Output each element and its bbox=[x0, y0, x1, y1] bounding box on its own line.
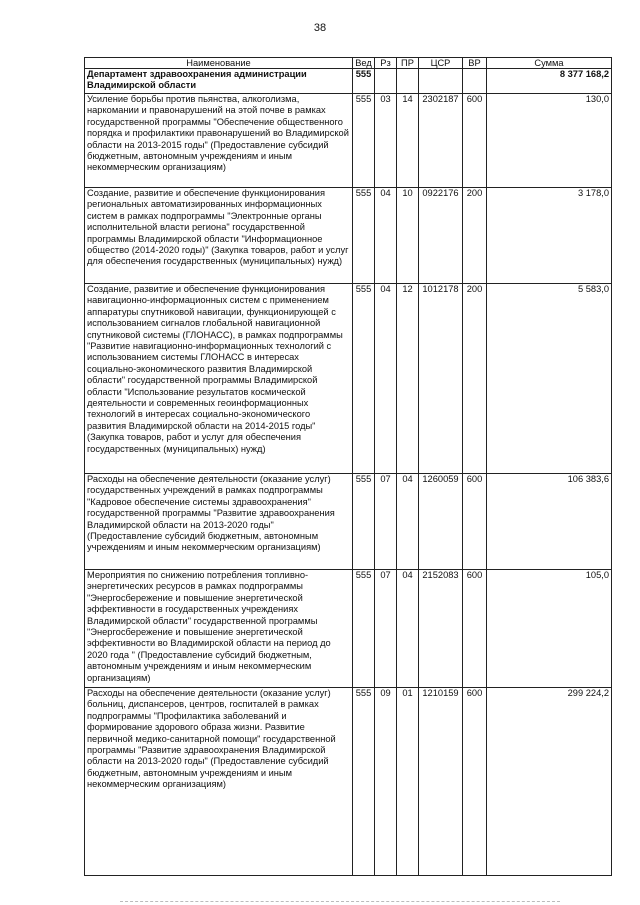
cell-csr: 2302187 bbox=[419, 94, 463, 188]
cell-pr: 04 bbox=[397, 474, 419, 570]
header-sum: Сумма bbox=[487, 58, 612, 69]
cell-rz: 07 bbox=[375, 570, 397, 688]
cell-pr: 10 bbox=[397, 188, 419, 284]
table-row bbox=[85, 570, 612, 688]
table-row-department bbox=[85, 69, 612, 94]
cell-rz: 03 bbox=[375, 94, 397, 188]
cell-vr: 200 bbox=[463, 188, 487, 284]
cell-pr: 04 bbox=[397, 570, 419, 688]
cell-ved: 555 bbox=[353, 94, 375, 188]
cell-sum: 8 377 168,2 bbox=[487, 69, 612, 94]
cell-vr bbox=[463, 69, 487, 94]
cell-rz: 07 bbox=[375, 474, 397, 570]
cell-ved: 555 bbox=[353, 188, 375, 284]
header-rz: Рз bbox=[375, 58, 397, 69]
cell-csr: 0922176 bbox=[419, 188, 463, 284]
cell-vr: 600 bbox=[463, 688, 487, 876]
page-number: 38 bbox=[313, 22, 327, 34]
header-csr: ЦСР bbox=[419, 58, 463, 69]
table-row bbox=[85, 688, 612, 876]
cell-name: Создание, развитие и обеспечение функционирования навигационно-информационных систем с применением аппаратуры спутниковой навигации, функционирующей с использованием сигналов глобальной навигационной спутниковой системы (ГЛОНАСС), в рамках подпрограммы "Развитие навигационно-информационных технологий с использованием системы ГЛОНАСС в интересах социально-экономического развития Владимирской области" государственной программы Владимирской области "Использование результатов космической деятельности и современных геоинформационных технологий в интересах социально-экономического развития Владимирской области на 2014-2015 годы" (Закупка товаров, работ и услуг для обеспечения государственных (муниципальных) нужд) bbox=[85, 284, 353, 474]
cell-name: Усиление борьбы против пьянства, алкоголизма, наркомании и правонарушений на этой почве в рамках государственной программы "Обеспечение общественного порядка и профилактики правонарушений во Владимирской области на 2013-2015 годы" (Предоставление субсидий бюджетным, автономным учреждениям и иным некоммерческим организациям) bbox=[85, 94, 353, 188]
budget-table bbox=[84, 57, 612, 876]
cell-rz: 04 bbox=[375, 284, 397, 474]
cell-name: Расходы на обеспечение деятельности (оказание услуг) больниц, диспансеров, центров, госпиталей в рамках подпрограммы "Профилактика заболеваний и формирование здорового образа жизни. Развитие первичной медико-санитарной помощи" государственной программы "Развитие здравоохранения Владимирской области на 2013-2020 годы" (Предоставление субсидий бюджетным, автономным учреждениям и иным некоммерческим организациям) bbox=[85, 688, 353, 876]
cell-sum: 3 178,0 bbox=[487, 188, 612, 284]
cell-vr: 600 bbox=[463, 570, 487, 688]
table-row bbox=[85, 284, 612, 474]
cell-ved: 555 bbox=[353, 69, 375, 94]
table-row bbox=[85, 94, 612, 188]
cell-ved: 555 bbox=[353, 474, 375, 570]
bottom-scan-line bbox=[120, 901, 560, 902]
cell-csr: 1260059 bbox=[419, 474, 463, 570]
cell-csr: 2152083 bbox=[419, 570, 463, 688]
cell-csr: 1210159 bbox=[419, 688, 463, 876]
cell-rz bbox=[375, 69, 397, 94]
cell-ved: 555 bbox=[353, 284, 375, 474]
cell-ved: 555 bbox=[353, 688, 375, 876]
cell-vr: 600 bbox=[463, 474, 487, 570]
cell-name: Создание, развитие и обеспечение функционирования региональных автоматизированных информационных систем в рамках подпрограммы "Электронные органы исполнительной власти региона" государственной программы Владимирской области "Информационное общество (2014-2020 годы)" (Закупка товаров, работ и услуг для обеспечения государственных (муниципальных) нужд) bbox=[85, 188, 353, 284]
header-pr: ПР bbox=[397, 58, 419, 69]
cell-sum: 130,0 bbox=[487, 94, 612, 188]
cell-sum: 106 383,6 bbox=[487, 474, 612, 570]
cell-pr: 12 bbox=[397, 284, 419, 474]
header-ved: Вед bbox=[353, 58, 375, 69]
cell-sum: 5 583,0 bbox=[487, 284, 612, 474]
header-vr: ВР bbox=[463, 58, 487, 69]
cell-csr bbox=[419, 69, 463, 94]
cell-vr: 200 bbox=[463, 284, 487, 474]
cell-name: Расходы на обеспечение деятельности (оказание услуг) государственных учреждений в рамках подпрограммы "Кадровое обеспечение системы здравоохранения" государственной программы "Развитие здравоохранения Владимирской области на 2013-2020 годы" (Предоставление субсидий бюджетным, автономным учреждениям и иным некоммерческим организациям) bbox=[85, 474, 353, 570]
header-name: Наименование bbox=[85, 58, 353, 69]
cell-ved: 555 bbox=[353, 570, 375, 688]
table-row bbox=[85, 188, 612, 284]
cell-vr: 600 bbox=[463, 94, 487, 188]
cell-csr: 1012178 bbox=[419, 284, 463, 474]
cell-pr bbox=[397, 69, 419, 94]
table-header-row bbox=[85, 58, 612, 69]
cell-sum: 105,0 bbox=[487, 570, 612, 688]
cell-sum: 299 224,2 bbox=[487, 688, 612, 876]
cell-name: Департамент здравоохранения администрации Владимирской области bbox=[85, 69, 353, 94]
cell-rz: 09 bbox=[375, 688, 397, 876]
cell-pr: 14 bbox=[397, 94, 419, 188]
cell-pr: 01 bbox=[397, 688, 419, 876]
cell-rz: 04 bbox=[375, 188, 397, 284]
table-row bbox=[85, 474, 612, 570]
cell-name: Мероприятия по снижению потребления топливно-энергетических ресурсов в рамках подпрограммы "Энергосбережение и повышение энергетической эффективности в государственных учреждениях Владимирской области" государственной программы "Энергосбережение и повышение энергетической эффективности во Владимирской области на период до 2020 года " (Предоставление субсидий бюджетным, автономным учреждениям и иным некоммерческим организациям) bbox=[85, 570, 353, 688]
